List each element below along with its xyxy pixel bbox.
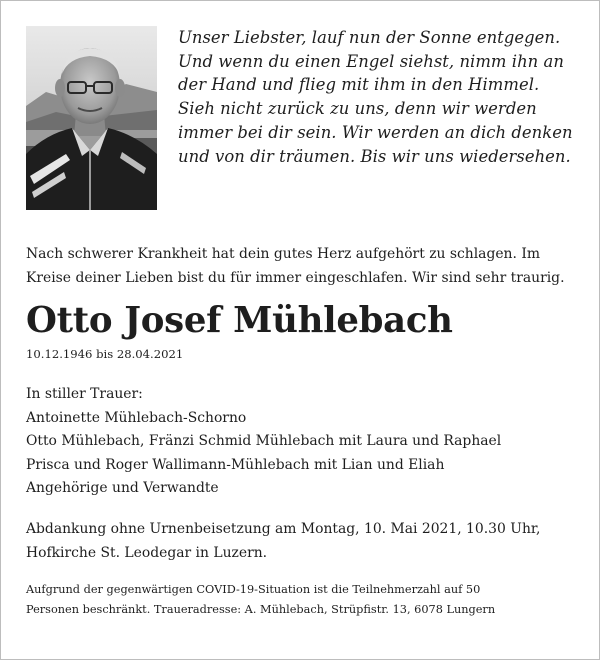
poem-line: Und wenn du einen Engel siehst, nimm ihn an [178, 51, 564, 71]
mourner-line: Otto Mühlebach, Fränzi Schmid Mühlebach mit Laura und Raphael [26, 433, 502, 449]
funeral-service-info [26, 518, 540, 565]
deceased-name: Otto Josef Mühlebach [26, 300, 453, 341]
service-line: Abdankung ohne Urnenbeisetzung am Montag, 10. Mai 2021, 10.30 Uhr, [26, 521, 541, 537]
poem [178, 26, 578, 168]
poem-line: Sieh nicht zurück zu uns, denn wir werden [178, 99, 537, 119]
portrait-photo [26, 26, 157, 210]
poem-line: immer bei dir sein. Wir werden an dich denken [178, 122, 573, 142]
note-line: Aufgrund der gegenwärtigen COVID-19-Situation ist die Teilnehmerzahl auf 50 [26, 583, 481, 596]
mourner-line: Prisca und Roger Wallimann-Mühlebach mit Lian und Eliah [26, 456, 445, 473]
mourners-list [26, 383, 501, 501]
covid-note [26, 580, 495, 619]
poem-line: der Hand und flieg mit ihm in den Himmel. [178, 75, 540, 95]
poem-line: und von dir träumen. Bis wir uns wiedersehen. [178, 146, 571, 166]
mourner-line: Angehörige und Verwandte [26, 480, 219, 496]
life-dates: 10.12.1946 bis 28.04.2021 [26, 347, 184, 361]
poem-line: Unser Liebster, lauf nun der Sonne entgegen. [178, 28, 561, 47]
mourners-heading: In stiller Trauer: [26, 386, 143, 402]
intro-text [26, 243, 586, 290]
mourner-line: Antoinette Mühlebach-Schorno [26, 409, 247, 426]
intro-line: Kreise deiner Lieben bist du für immer eingeschlafen. Wir sind sehr traurig. [26, 269, 565, 286]
service-line: Hofkirche St. Leodegar in Luzern. [26, 544, 268, 561]
note-line: Personen beschränkt. Traueradresse: A. Mühlebach, Strüpfistr. 13, 6078 Lungern [26, 602, 496, 616]
intro-line: Nach schwerer Krankheit hat dein gutes Herz aufgehört zu schlagen. Im [26, 246, 540, 262]
